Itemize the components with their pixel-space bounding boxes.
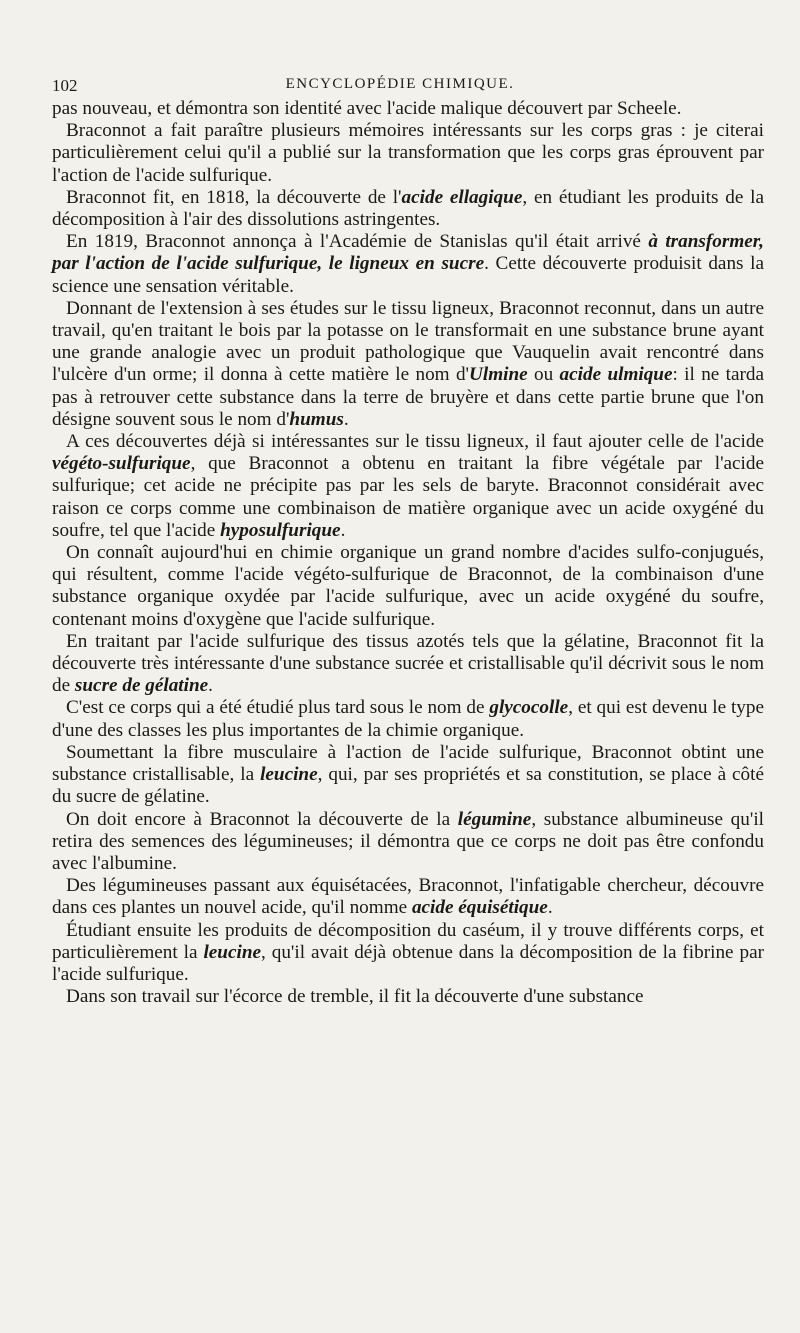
- text-run: Étudiant ensuite les produits de décomposition du caséum, il y trouve différents corps, et particulièrement la: [52, 919, 764, 963]
- text-run: .: [343, 408, 349, 430]
- text-run: On doit encore à Braconnot la découverte de la: [66, 808, 458, 830]
- text-run: Des légumineuses passant aux équisétacées, Braconnot, l'infatigable chercheur, découvre dans ces plantes un nouvel acide, qu'il nomme: [52, 875, 764, 919]
- text-run: Soumettant la fibre musculaire à l'action de l'acide sulfurique, Braconnot obtint une substance cristallisable, la: [52, 741, 764, 786]
- text-run: , qu'il avait déjà obtenue dans la décomposition de la fibrine par l'acide sulfurique.: [52, 941, 765, 985]
- italic-term: acide équisétique: [411, 897, 548, 919]
- italic-term: leucine: [260, 764, 318, 786]
- text-run: : il ne tarda pas à retrouver cette substance dans la terre de bruyère et dans cette partie brune que l'on désigne souvent sous le nom d': [52, 364, 765, 430]
- italic-term: légumine: [457, 808, 532, 830]
- text-run: En traitant par l'acide sulfurique des tissus azotés tels que la gélatine, Braconnot fit la découverte très intéressante d'une substance sucrée et cristallisable qu'il décrivit sous le nom de: [52, 630, 764, 697]
- paragraph: [52, 742, 764, 809]
- italic-term: à transformer, par l'action de l'acide sulfurique, le ligneux en sucre: [52, 231, 764, 275]
- text-run: pas nouveau, et démontra son identité avec l'acide malique découvert par Scheele.: [52, 98, 682, 119]
- text-run: Braconnot a fait paraître plusieurs mémoires intéressants sur les corps gras : je citerai particulièrement celui qu'il a publié sur la transformation que les corps gras éprouvent par l'action de l'acide sulfurique.: [52, 120, 764, 186]
- paragraph: [52, 187, 764, 231]
- italic-term: hyposulfurique: [220, 519, 341, 541]
- text-run: C'est ce corps qui a été étudié plus tard sous le nom de: [66, 697, 490, 719]
- italic-term: acide ellagique: [401, 186, 523, 208]
- paragraph: [52, 920, 764, 987]
- running-title: ENCYCLOPÉDIE CHIMIQUE.: [285, 76, 515, 92]
- text-run: .: [547, 897, 553, 919]
- italic-term: Ulmine: [469, 364, 528, 386]
- text-run: , substance albumineuse qu'il retira des semences des légumineuses; il démontra que ce corps ne doit pas être confondu avec l'albumine.: [52, 808, 764, 874]
- paragraph: [52, 986, 764, 1008]
- text-run: .: [208, 675, 213, 697]
- paragraph: [52, 98, 764, 120]
- text-run: , qui, par ses propriétés et sa constitution, se place à côté du sucre de gélatine.: [52, 764, 764, 808]
- paragraph: [52, 231, 764, 298]
- text-run: Donnant de l'extension à ses études sur le tissu ligneux, Braconnot reconnut, dans un autre travail, qu'en traitant le bois par la potasse on le transformait en une substance brune ayant une grande analogie avec un produit pathologique que Vauquelin avait rencontré dans l'ulcère d'un orme; il donna à cette matière le nom d': [52, 297, 764, 386]
- paragraph: [52, 697, 764, 741]
- paragraph: [52, 631, 764, 698]
- italic-term: humus: [289, 408, 344, 430]
- text-run: En 1819, Braconnot annonça à l'Académie de Stanislas qu'il était arrivé: [66, 231, 649, 253]
- italic-term: végéto-sulfurique: [52, 453, 191, 475]
- text-run: , que Braconnot a obtenu en traitant la fibre végétale par l'acide sulfurique; cet acide ne précipite pas par les sels de baryte. Braconnot considérait avec raison ce corps comme une combinaison de matière organique avec un acide oxygéné du soufre, tel que l'acide: [52, 453, 764, 541]
- italic-term: leucine: [203, 941, 262, 963]
- text-run: ou: [527, 364, 560, 386]
- paragraph: [52, 298, 764, 431]
- text-run: Braconnot fit, en 1818, la découverte de l': [66, 186, 402, 208]
- paragraph: [52, 120, 764, 187]
- paragraph: [52, 875, 764, 919]
- paragraph: [52, 542, 764, 631]
- paragraph: [52, 431, 764, 542]
- text-run: , et qui est devenu le type d'une des classes les plus importantes de la chimie organique.: [52, 697, 764, 741]
- italic-term: glycocolle: [489, 697, 569, 719]
- paragraph: [52, 809, 764, 876]
- text-run: On connaît aujourd'hui en chimie organique un grand nombre d'acides sulfo-conjugués, qui résultent, comme l'acide végéto-sulfurique de Braconnot, de la combinaison d'une substance organique oxydée par l'acide sulfurique, avec un acide oxygéné du soufre, contenant moins d'oxygène que l'acide sulfurique.: [52, 542, 764, 630]
- italic-term: sucre de gélatine: [74, 675, 209, 697]
- text-run: . Cette découverte produisit dans la science une sensation véritable.: [52, 253, 764, 297]
- text-run: .: [340, 519, 346, 541]
- text-run: Dans son travail sur l'écorce de tremble, il fit la découverte d'une substance: [66, 986, 644, 1008]
- italic-term: acide ulmique: [559, 364, 673, 386]
- page-number: 102: [52, 76, 78, 95]
- text-run: A ces découvertes déjà si intéressantes sur le tissu ligneux, il faut ajouter celle de l'acide: [66, 431, 764, 453]
- text-run: , en étudiant les produits de la décomposition à l'air des dissolutions astringentes.: [52, 186, 764, 231]
- body-text: [52, 98, 764, 1008]
